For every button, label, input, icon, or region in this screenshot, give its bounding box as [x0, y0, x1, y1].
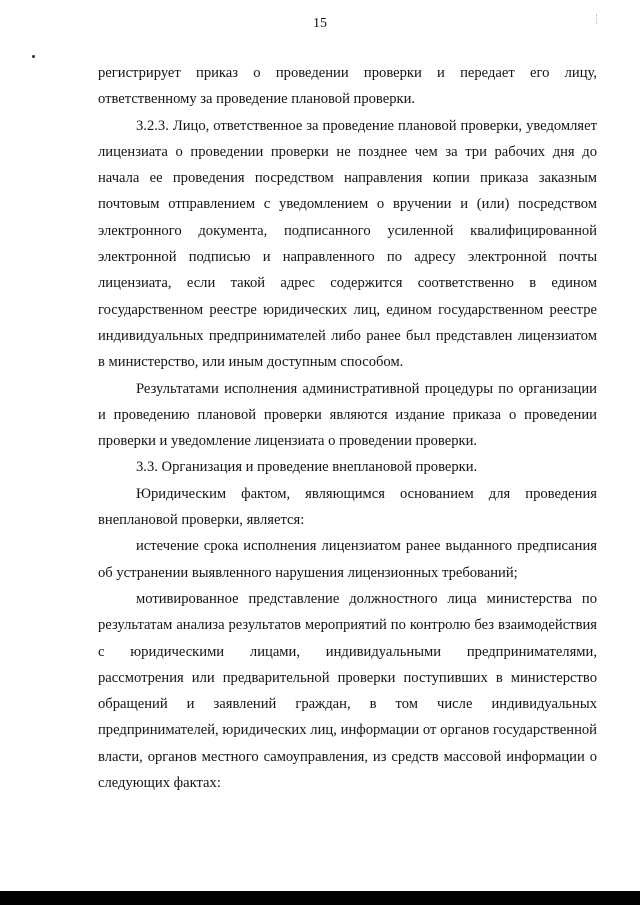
- scan-bottom-border: [0, 891, 640, 905]
- paragraph-order-registration: регистрирует приказ о проведении проверки и передает его лицу, ответственному за проведение плановой проверки.: [98, 65, 597, 108]
- paragraph-3-2-3-notification: 3.2.3. Лицо, ответственное за проведение плановой проверки, уведомляет лицензиата о проведении проверки не позднее чем за три рабочих дня до начала ее проведения посредством направления копии приказа заказным почтовым отправлением с уведомлением о вручении и (или) посредством электронного документа, подписанного усиленной квалифицированной электронной подписью и направленного по адресу электронной почты лицензиата, если такой адрес содержится соответственно в едином государственном реестре юридических лиц, едином государственном реестре индивидуальных предпринимателей либо ранее был представлен лицензиатом в министерство, или иным доступным способом.: [98, 117, 597, 371]
- paragraph-prescription-expiry: истечение срока исполнения лицензиатом ранее выданного предписания об устранении выявленного нарушения лицензионных требований;: [98, 538, 597, 581]
- paragraph-motivated-representation: мотивированное представление должностного лица министерства по результатам анализа результатов мероприятий по контролю без взаимодействия с юридическими лицами, индивидуальными предпринимателями, рассмотрения или предварительной проверки поступивших в министерство обращений и заявлений граждан, в том числе индивидуальных предпринимателей, юридических лиц, информации от органов государственной власти, органов местного самоуправления, из средств массовой информации о следующих фактах:: [98, 590, 597, 792]
- paragraph-3-3-heading: 3.3. Организация и проведение внеплановой проверки.: [136, 459, 478, 476]
- page-number: 15: [313, 16, 327, 31]
- paragraph-legal-fact-intro: Юридическим фактом, являющимся основанием для проведения внеплановой проверки, является:: [98, 485, 597, 529]
- scan-artifact-dot: [32, 55, 35, 58]
- paragraph-planned-inspection-results: Результатами исполнения административной процедуры по организации и проведению плановой проверки являются издание приказа о проведении проверки и уведомление лицензиата о проведении проверки.: [98, 380, 597, 450]
- document-body: [98, 60, 597, 796]
